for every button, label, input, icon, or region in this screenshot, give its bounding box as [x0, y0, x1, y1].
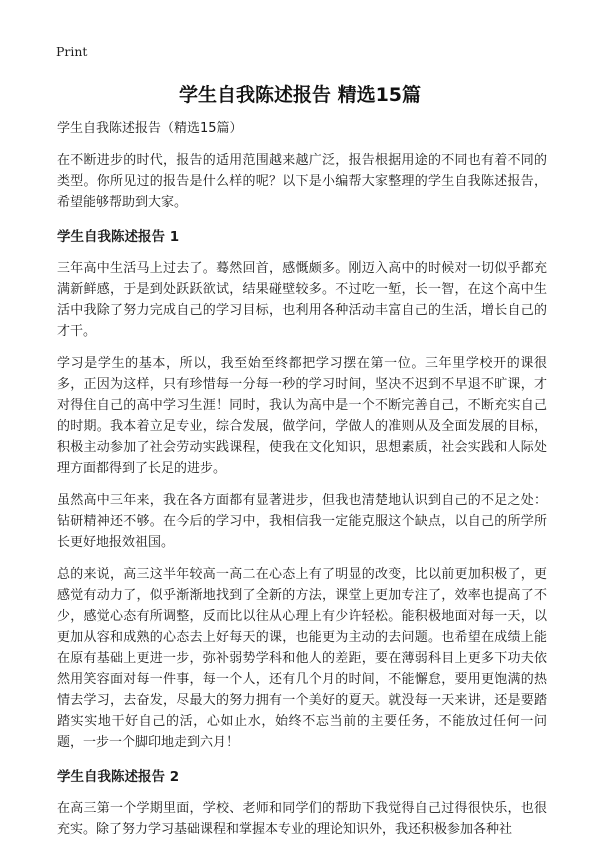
intro-paragraph: 在不断进步的时代，报告的适用范围越来越广泛，报告根据用途的不同也有着不同的类型。你所见过的报告是什么样的呢？以下是小编帮大家整理的学生自我陈述报告，希望能够帮助到大家。 — [57, 153, 547, 210]
page-title: 学生自我陈述报告 精选15篇 — [178, 84, 422, 106]
document-subtitle: 学生自我陈述报告（精选15篇） — [57, 121, 243, 136]
paragraph: 虽然高中三年来，我在各方面都有显著进步，但我也清楚地认识到自己的不足之处：钻研精神还不够。在今后的学习中，我相信我一定能克服这个缺点，以自己的所学所长更好地报效祖国。 — [57, 493, 547, 550]
document-body — [57, 120, 547, 851]
section-heading-1: 学生自我陈述报告 1 — [57, 229, 180, 245]
print-link[interactable]: Print — [56, 44, 88, 59]
paragraph: 总的来说，高三这半年较高一高二在心态上有了明显的改变，比以前更加积极了，更感觉有动力了，似乎渐渐地找到了全新的方法，课堂上更加专注了，效率也提高了不少，感觉心态有所调整，反而比以往从心理上有少许轻松。能积极地面对每一天，以更加从容和成熟的心态去上好每天的课，也能更为主动的去问题。也希望在成绩上能在原有基础上更进一步，弥补弱势学科和他人的差距，要在薄弱科目上更多下功夫依然用笑容面对每一件事，每一个人，还有几个月的时间，不能懈怠，要用更饱满的热情去学习，去奋发，尽最大的努力拥有一个美好的夏天。就没每一天来讲，还是要踏踏实实地干好自己的活，心如止水，始终不忘当前的主要任务，不能放过任何一问题，一步一个脚印地走到六月！ — [57, 567, 547, 750]
section-heading-2: 学生自我陈述报告 2 — [57, 769, 180, 785]
paragraph: 三年高中生活马上过去了。蓦然回首，感慨颇多。刚迈入高中的时候对一切似乎都充满新鲜感，于是到处跃跃欲试，结果碰壁较多。不过吃一堑，长一智，在这个高中生活中我除了努力完成自己的学习目标，也利用各种活动丰富自己的生活，增长自己的才干。 — [57, 261, 547, 339]
paragraph: 在高三第一个学期里面，学校、老师和同学们的帮助下我觉得自己过得很快乐，也很充实。除了努力学习基础课程和掌握本专业的理论知识外，我还积极参加各种社 — [57, 801, 547, 837]
paragraph: 学习是学生的基本，所以，我至始至终都把学习摆在第一位。三年里学校开的课很多，正因为这样，只有珍惜每一分每一秒的学习时间，坚决不迟到不早退不旷课，才对得住自己的高中学习生涯！同时，我认为高中是一个不断完善自己，不断充实自己的时期。我本着立足专业，综合发展，做学问，学做人的准则从及全面发展的目标，积极主动参加了社会劳动实践课程，使我在文化知识，思想素质，社会实践和人际处理方面都得到了长足的进步。 — [57, 356, 547, 476]
